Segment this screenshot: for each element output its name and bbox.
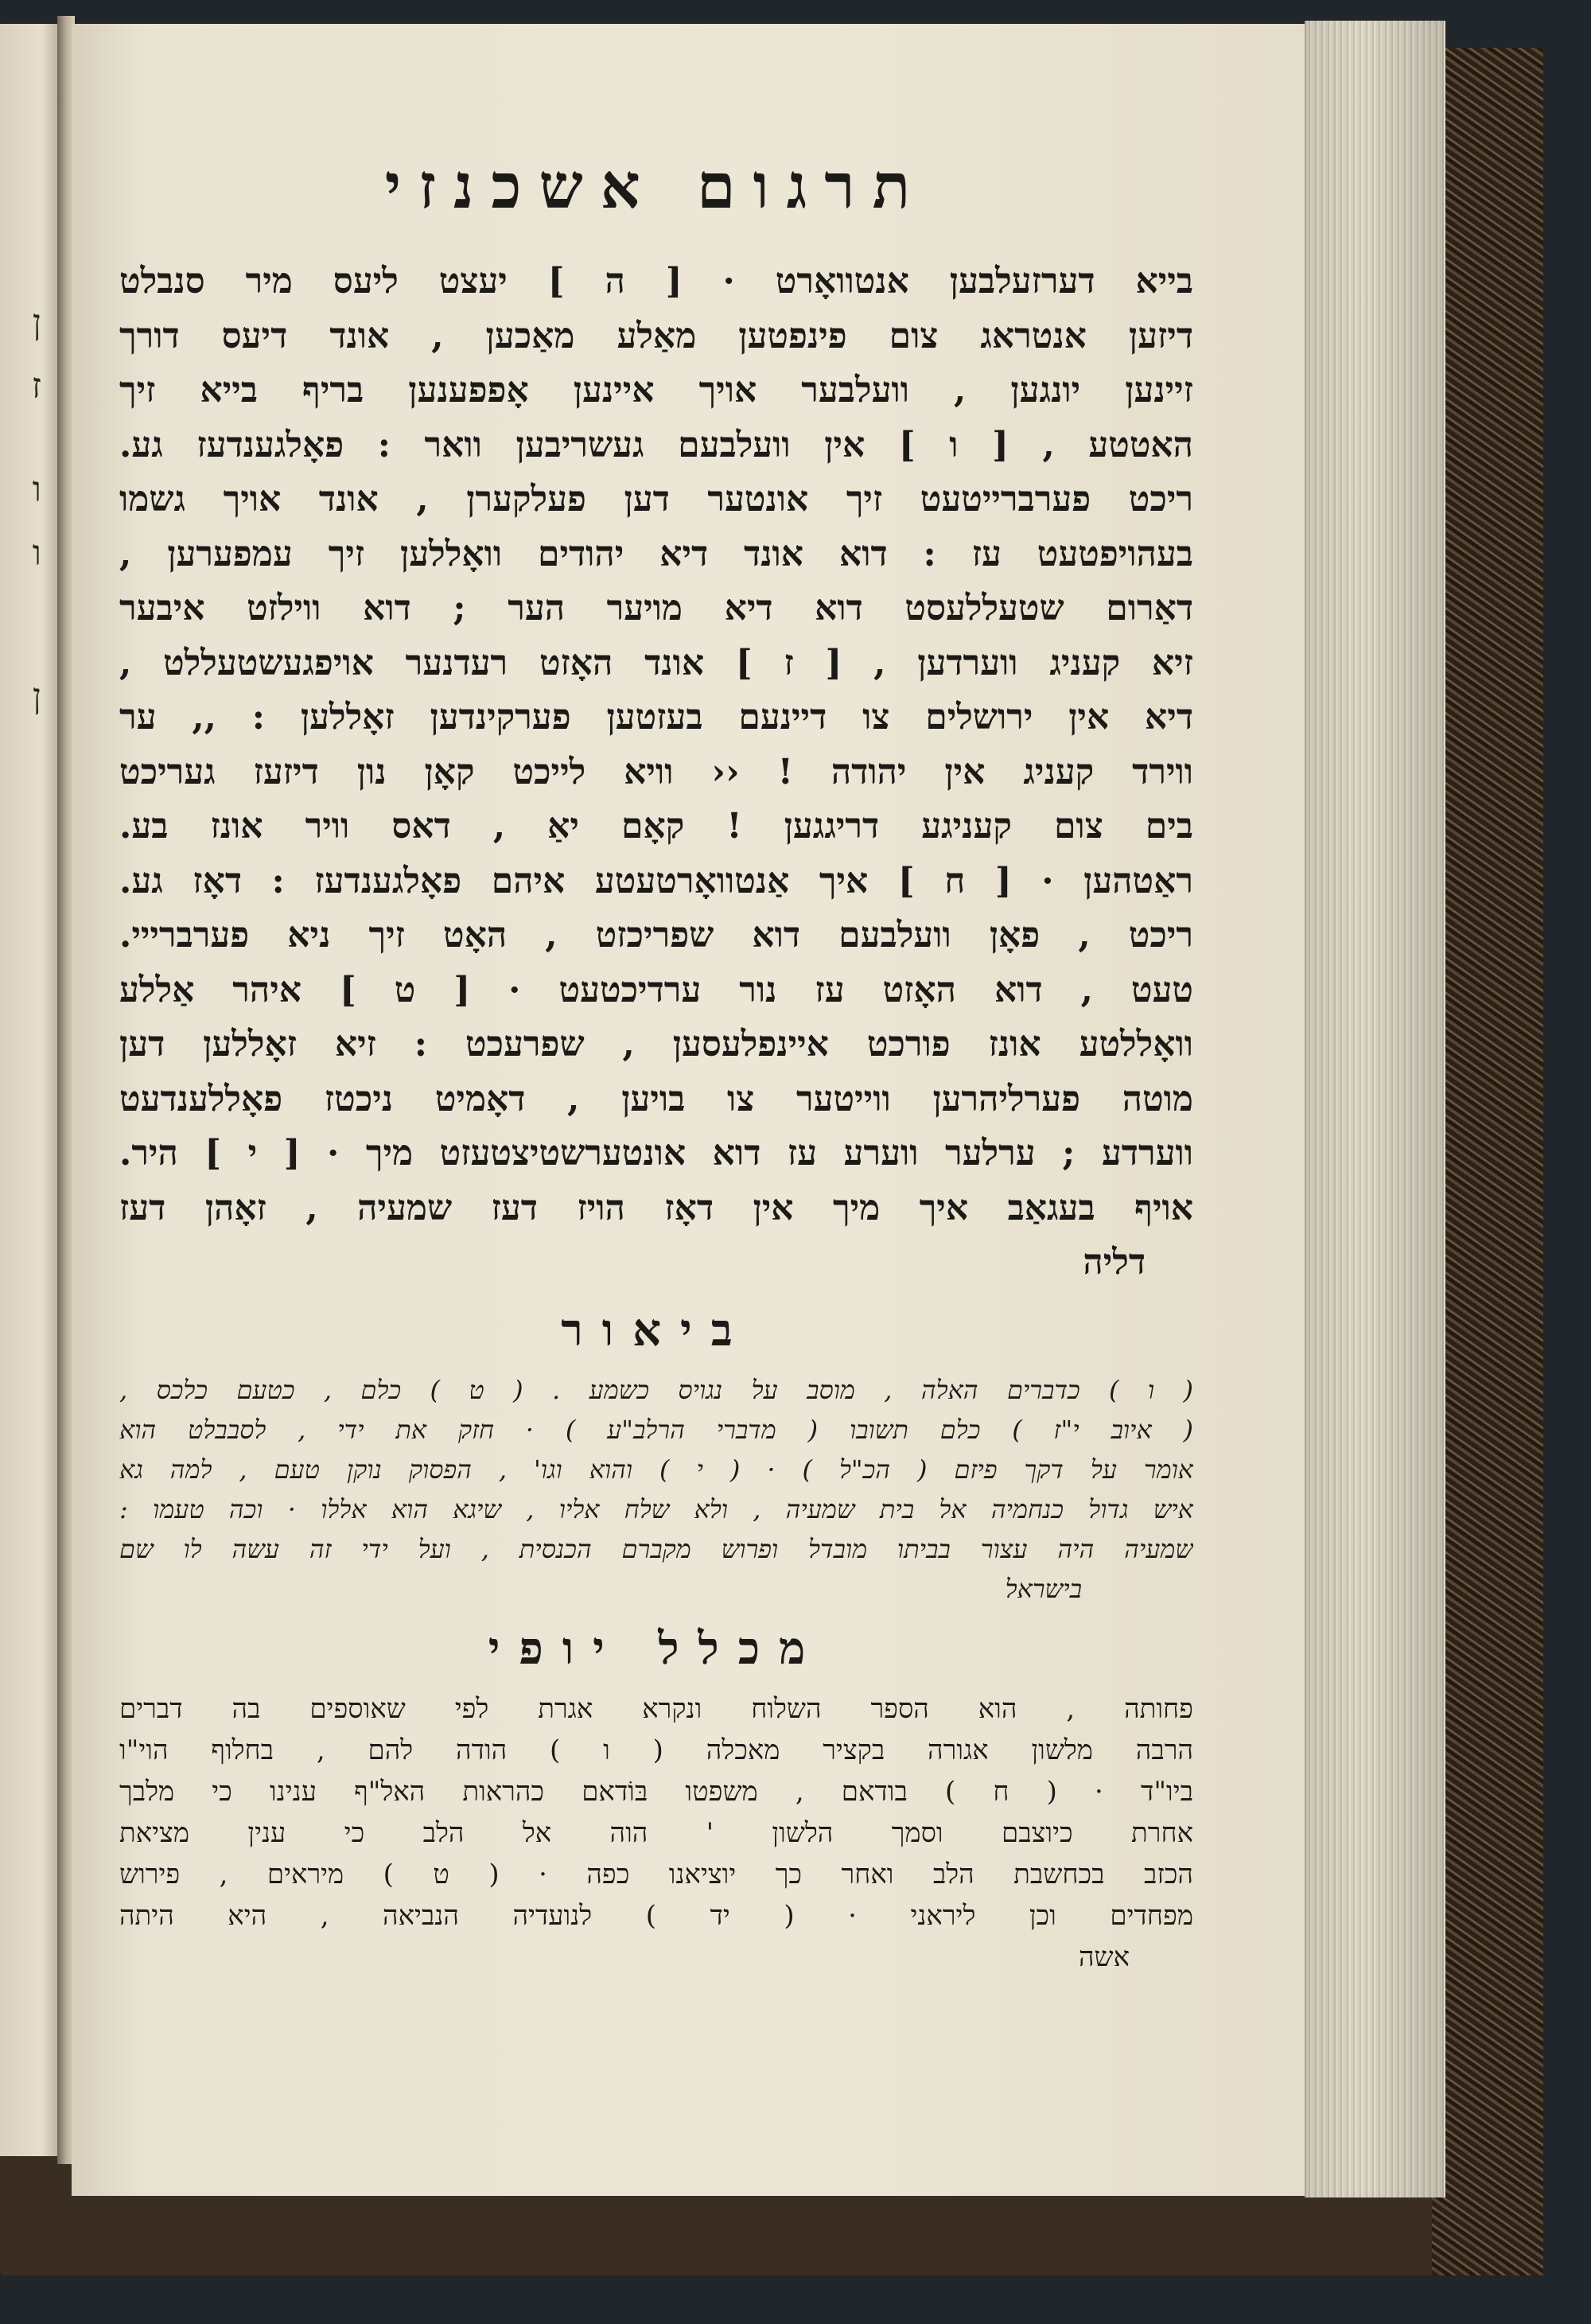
text-line: ריכט פערברייטעט זיך אונטער דען פעלקערן , אונד אויך גשמו [119, 479, 1193, 520]
text-line: אויף בעגאַב איך מיך אין דאָז הויז דעז שמעיה , זאָהן דעז [119, 1187, 1193, 1228]
marbled-cover-edge [1432, 48, 1543, 2275]
text-line: ריכט , פאָן וועלבעם דוא שפריכזט , האָט זיך ניא פערברייי. [119, 915, 1193, 956]
text-line: ווערדע ; ערלער ווערע עז דוא אונטערשטיצטעזט מיך · [ י ] היר. [119, 1133, 1193, 1174]
biur-notes [119, 1370, 1193, 1609]
left-page-fragment: ו [32, 469, 41, 510]
left-page-fragment: ו [32, 533, 41, 574]
note-catchword: אשה [1078, 1941, 1130, 1973]
note-line: מפחדים וכן ליראני · ( יד ) לנועדיה הנביאה , היא היתה [119, 1899, 1193, 1932]
text-line: מוטה פערליהרען ווייטער צו בויען , דאָמיט ניכטז פאָללענדעט [119, 1078, 1193, 1119]
text-line: זיינען יונגען , וועלבער אויך איינען אָפפענען בריף בייא זיך [119, 370, 1193, 411]
note-catchword: בישראל [1005, 1573, 1082, 1604]
text-line: זיא קעניג ווערדען , [ ז ] אונד האָזט רעדנער אויפגעשטעללט , [119, 642, 1193, 683]
right-page [72, 24, 1313, 2196]
page-content [119, 135, 1193, 1978]
running-header: תרגום אשכנזי [384, 150, 928, 223]
note-line: ( איוב י"ז ) כלם תשובו ( מדברי הרלב"ע ) · חזק את ידי , לסבבלט הוא [119, 1414, 1193, 1445]
section-title-mikhlal-yofi: מכלל יופי [488, 1621, 825, 1675]
text-line: ווירד קעניג אין יהודה ! ‹‹ וויא לייכט קאָן נון דיזעז געריכט [119, 751, 1193, 792]
left-page-fragment: ן [32, 676, 41, 717]
left-page-edge [0, 24, 60, 2156]
note-line: פחותה , הוא הספר השלוח ונקרא אגרת לפי שאוספים בה דברים [119, 1692, 1193, 1725]
text-line: ראַטהען · [ ח ] איך אַנטוואָרטעטע איהם פאָלגענדעז : דאָז גע. [119, 860, 1193, 901]
left-page-fragment: ז [31, 366, 41, 407]
note-line: הכזב בכחשבת הלב ואחר כך יוציאנו כפה · ( ט ) מיראים , פירוש [119, 1858, 1193, 1890]
catchword: דליה [1083, 1242, 1146, 1283]
main-text-block [119, 255, 1193, 1290]
text-line: בייא דערזעלבען אנטוואָרט · [ ה ] יעצט ליעס מיר סנבלט [119, 261, 1193, 302]
section-title-biur: ביאור [561, 1303, 752, 1357]
note-line: שמעיה היה עצור בביתו מובדל ופרוש מקברם הכנסית , ועל ידי זה עשה לו שם [119, 1533, 1193, 1564]
text-line: דיא אין ירושלים צו דיינעם בעזטען פערקינדען זאָללען : ,, ער [119, 697, 1193, 738]
note-line: ביו"ד · ( ח ) בודאם , משפטו בּוֹדאם כהראות האל"ף ענינו כי מלבך [119, 1775, 1193, 1808]
note-line: ( ו ) כדברים האלה , מוסב על נגויס כשמע . ( ט ) כלם , כטעם כלכס , [119, 1374, 1193, 1405]
text-line: וואָללטע אונז פורכט איינפלעסען , שפרעכט : זיא זאָללען דען [119, 1024, 1193, 1065]
left-page-fragment: ן [32, 302, 41, 343]
note-line: איש גדול כנחמיה אל בית שמעיה , ולא שלח אליו , שיגא הוא אללו · וכה טעמו : [119, 1493, 1193, 1524]
page-block-shade [1305, 21, 1444, 2197]
text-line: בים צום קעניגע דריגגען ! קאָם יאַ , דאס וויר אונז בע. [119, 806, 1193, 847]
text-line: דיזען אנטראג צום פינפטען מאַלע מאַכען , אונד דיעס דורך [119, 315, 1193, 356]
note-line: אומר על דקך פיזם ( הכ"ל ) · ( י ) והוא וגו' , הפסוק נוקן טעם , למה גא [119, 1454, 1193, 1485]
note-line: אחרת כיוצבם וסמך הלשון ' הוה אל הלב כי ענין מציאת [119, 1816, 1193, 1849]
text-line: האטטע , [ ו ] אין וועלבעם געשריבען וואר : פאָלגענדעז גע. [119, 424, 1193, 465]
mikhlal-yofi-notes [119, 1688, 1193, 1978]
text-line: דאַרום שטעללעסט דוא דיא מויער הער ; דוא ווילזט איבער [119, 588, 1193, 629]
note-line: הרבה מלשון אגורה בקציר מאכלה ( ו ) הודה להם , בחלוף הוי"ו [119, 1734, 1193, 1766]
text-line: טעט , דוא האָזט עז נור ערדיכטעט · [ ט ] איהר אַללע [119, 969, 1193, 1010]
text-line: בעהויפטעט עז : דוא אונד דיא יהודים וואָללען זיך עמפערען , [119, 533, 1193, 574]
